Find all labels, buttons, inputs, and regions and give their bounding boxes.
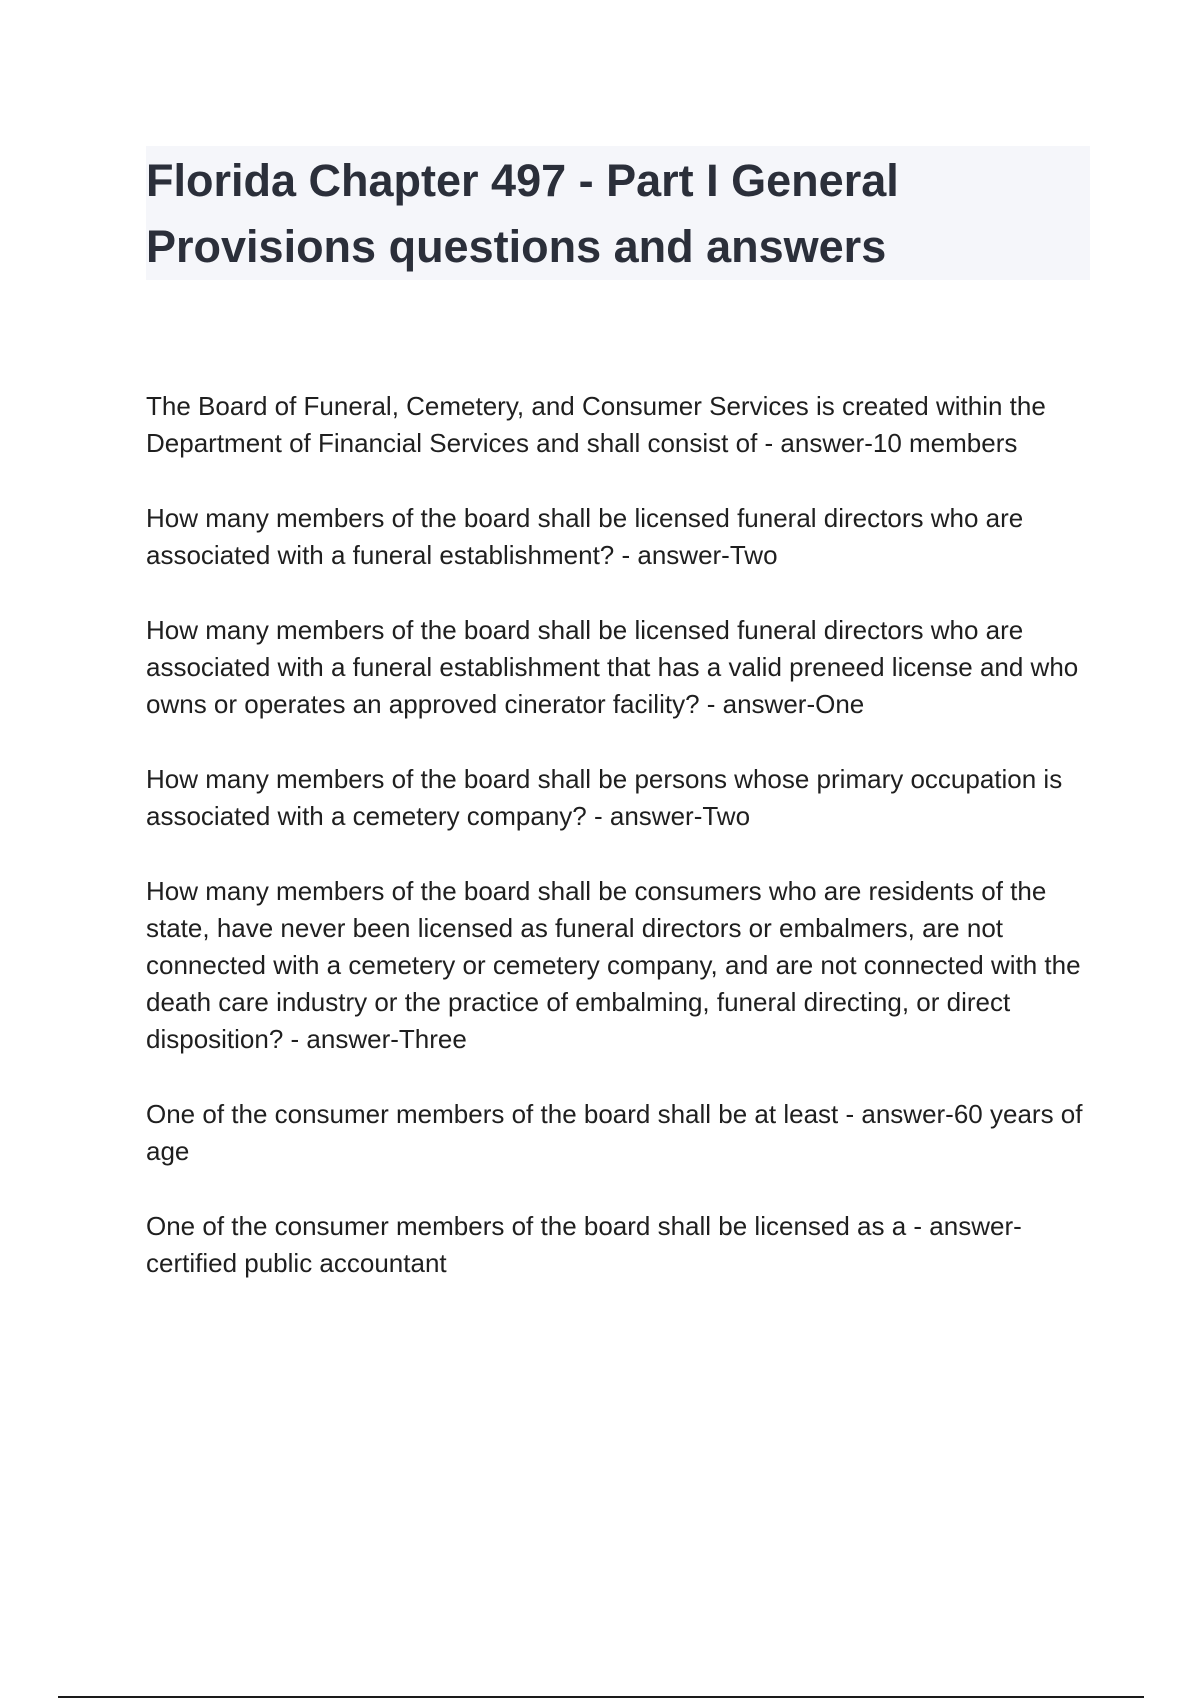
qa-list — [146, 388, 1090, 1320]
qa-item-6: One of the consumer members of the board shall be at least - answer-60 years of age — [146, 1099, 1083, 1166]
page-bottom-rule — [58, 1696, 1144, 1698]
qa-item-7: One of the consumer members of the board shall be licensed as a - answer-certified public accountant — [146, 1211, 1022, 1278]
title-banner — [146, 146, 1090, 280]
qa-item-3: How many members of the board shall be licensed funeral directors who are associated with a funeral establishment that has a valid preneed license and who owns or operates an approved cinerator facility? - answer-One — [146, 615, 1079, 719]
qa-item-1: The Board of Funeral, Cemetery, and Consumer Services is created within the Department of Financial Services and shall consist of - answer-10 members — [146, 391, 1046, 458]
qa-item-5: How many members of the board shall be consumers who are residents of the state, have never been licensed as funeral directors or embalmers, are not connected with a cemetery or cemetery company, and are not connected with the death care industry or the practice of embalming, funeral directing, or direct disposition? - answer-Three — [146, 876, 1081, 1054]
qa-item-2: How many members of the board shall be licensed funeral directors who are associated with a funeral establishment? - answer-Two — [146, 503, 1024, 570]
document-title: Florida Chapter 497 - Part I General Provisions questions and answers — [146, 155, 899, 272]
qa-item-4: How many members of the board shall be persons whose primary occupation is associated with a cemetery company? - answer-Two — [146, 764, 1063, 831]
